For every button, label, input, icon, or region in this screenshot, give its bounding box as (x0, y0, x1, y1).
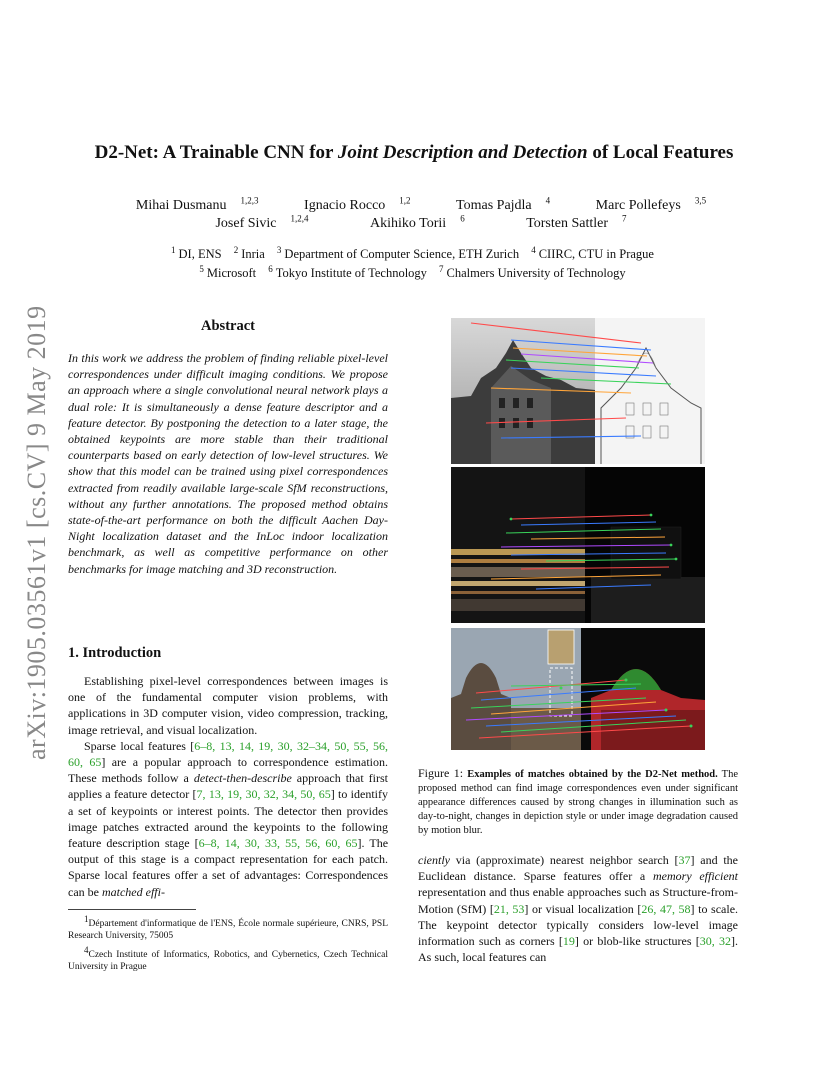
authors-row-1 (0, 195, 828, 214)
author: Ignacio Rocco $^{1,2}$ (304, 195, 411, 213)
paper-title (0, 142, 828, 164)
citation[interactable]: 7, 13, 19, 30, 32, 34, 50, 65 (196, 787, 331, 802)
caption-label: Figure 1: (418, 766, 464, 780)
footnotes (68, 913, 388, 973)
figure-panel-day-night (451, 628, 705, 750)
intro-heading: 1. Introduction (68, 645, 162, 661)
figure-panel-motion-blur (451, 467, 705, 623)
figure-caption (418, 766, 738, 838)
title-part1: D2-Net: A Trainable CNN for (94, 142, 338, 163)
abstract-text: In this work we address the problem of finding reliable pixel-level correspondences under difficult imaging conditions. We propose an approach where a single convolutional neural network plays a dual role: It is simultaneously a dense feature descriptor and a feature detector. By postponing the detection to a later stage, the obtained keypoints are more stable than their traditional counterparts based on early detection of low-level structures. We show that this model can be trained using pixel correspondences extracted from readily available large-scale SfM reconstructions, without any further annotations. The proposed method obtains state-of-the-art performance on both the difficult Aachen Day-Night localization dataset and the InLoc indoor localization benchmark, as well as competitive performance on other benchmarks for image matching and 3D reconstruction. (68, 351, 388, 576)
citation[interactable]: 26, 47, 58 (641, 901, 691, 916)
affiliations-row-2: $^5$ Microsoft $^6$ Tokyo Institute of Technology $^7$ Chalmers University of Technology (199, 264, 626, 281)
author: Akihiko Torii $^6$ (370, 213, 465, 231)
footnote-4: $^4$Czech Institute of Informatics, Robotics, and Cybernetics, Czech Technical University in Prague (68, 945, 388, 973)
author: Marc Pollefeys $^{3,5}$ (595, 195, 707, 213)
arxiv-stamp: arXiv:1905.03561v1 [cs.CV] 9 May 2019 (22, 305, 51, 760)
right-column-body: ciently via (approximate) nearest neighbor search [37] and the Euclidean distance. Sparse features offer a memory efficient representation and thus enable approaches such as Structure-from-Motion (SfM) [21, 53] or visual localization [26, 47, 58] to scale. The keypoint detector typically considers low-level image information such as corners [19] or blob-like structures [30, 32]. As such, local features can (418, 853, 739, 965)
citation[interactable]: 21, 53 (493, 901, 525, 916)
authors-row-2 (0, 213, 828, 232)
intro-body (68, 673, 388, 900)
citation[interactable]: 30, 32 (699, 934, 731, 949)
caption-bold: Examples of matches obtained by the D2-Net method. (467, 769, 718, 780)
affiliations-row-1: $^1$ DI, ENS $^2$ Inria $^3$ Department of Computer Science, ETH Zurich $^4$ CIIRC, CTU in Prague (171, 245, 654, 262)
citation[interactable]: 19 (562, 934, 575, 949)
author: Torsten Sattler $^7$ (526, 213, 627, 231)
author: Mihai Dusmanu $^{1,2,3}$ (135, 195, 259, 213)
footnote-divider (68, 909, 196, 910)
citation[interactable]: 37 (678, 853, 691, 867)
footnote-1: $^1$Département d'informatique de l'ENS, École normale supérieure, CNRS, PSL Research University, 75005 (68, 914, 388, 942)
citation[interactable]: 6–8, 13, 14, 19, 30, 32–34, 50, 55, 56, 60, 65 (68, 738, 388, 770)
intro-paragraph-2: Sparse local features [6–8, 13, 14, 19, 30, 32–34, 50, 55, 56, 60, 65] are a popular approach to correspondence estimation. These methods follow a detect-then-describe approach that first applies a feature detector [7, 13, 19, 30, 32, 34, 50, 65] to identify a set of keypoints or interest points. The detector then provides image patches extracted around the keypoints to the following feature description stage [6–8, 14, 30, 33, 55, 56, 60, 65]. The output of this stage is a compact representation for each patch. Sparse local features offer a set of advantages: Correspondences can be matched effi- (68, 738, 389, 899)
intro-paragraph-1: Establishing pixel-level correspondences between images is one of the fundamental computer vision problems, with applications in 3D computer vision, video compression, tracking, image retrieval, and visual localization. (68, 674, 388, 737)
title-italic: Joint Description and Detection (337, 142, 588, 163)
author: Tomas Pajdla $^4$ (456, 195, 551, 213)
caption-text: The proposed method can find image correspondences even under significant appearance differences caused by strong changes in illumination such as day-to-night, changes in depiction style or under image degradation caused by motion blur. (418, 769, 739, 836)
author: Josef Sivic $^{1,2,4}$ (215, 213, 309, 231)
title-part2: of Local Features (587, 142, 734, 163)
figure-panel-photo-vs-sketch (451, 318, 705, 464)
abstract-heading: Abstract (201, 318, 255, 334)
citation[interactable]: 6–8, 14, 30, 33, 55, 56, 60, 65 (198, 836, 358, 851)
